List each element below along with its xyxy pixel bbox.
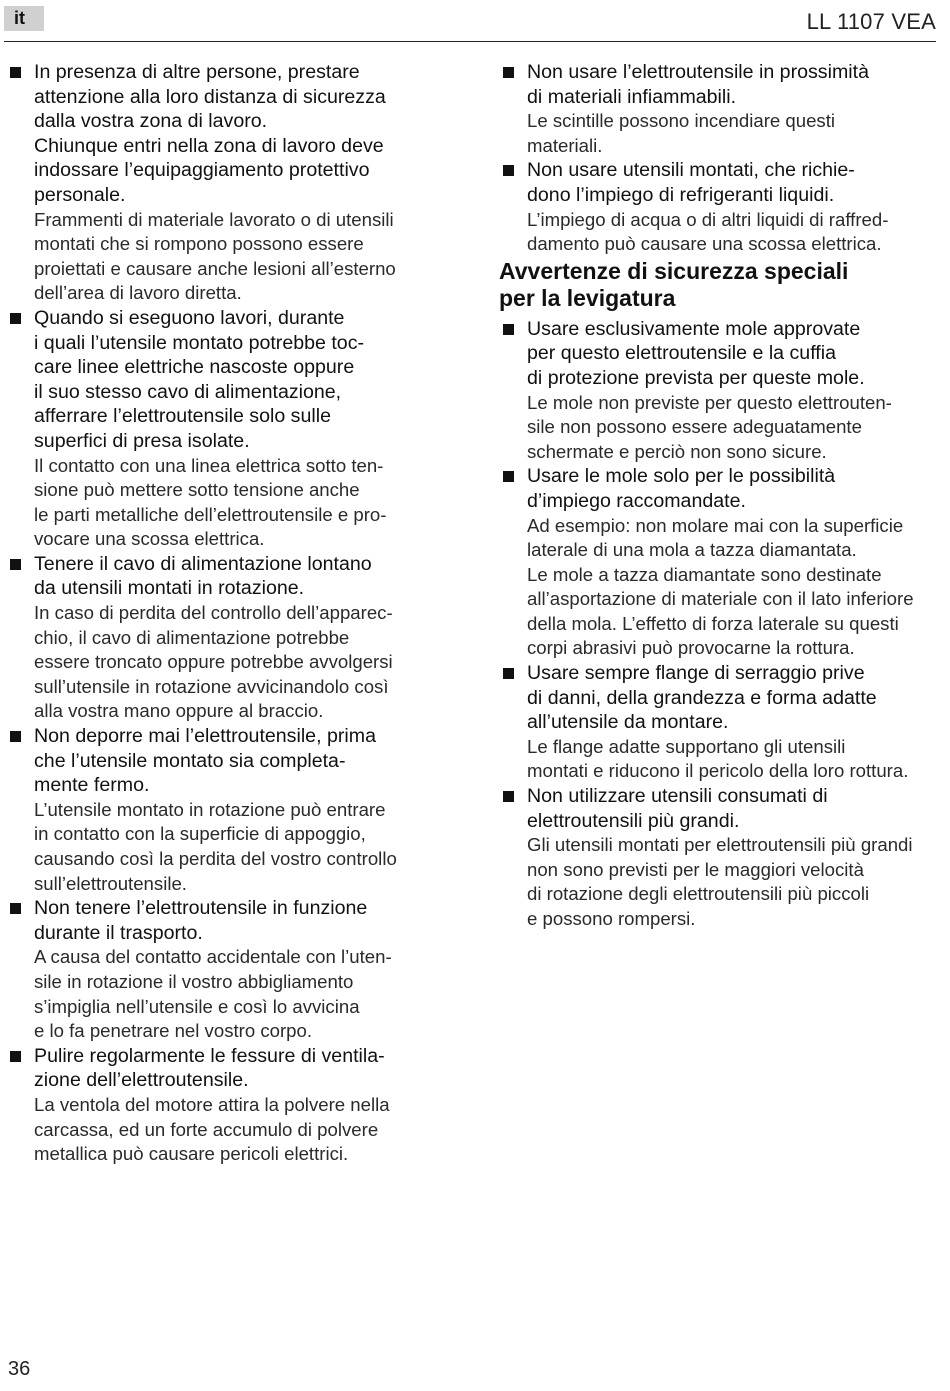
item-title: Usare esclusivamente mole approvate per questo elettroutensile e la cuffia di protezione prevista per queste mole. [527, 317, 865, 389]
item-body: La ventola del motore attira la polvere nella carcassa, ed un forte accumulo di polvere metallica può causare pericoli elettrici. [34, 1093, 390, 1165]
safety-item [499, 317, 939, 465]
item-title: Usare le mole solo per le possibilità d’impiego raccomandate. [527, 465, 836, 512]
safety-item [6, 552, 436, 724]
square-bullet-icon [10, 1051, 21, 1062]
square-bullet-icon [503, 668, 514, 679]
item-body: Le scintille possono incendiare questi materiali. [527, 110, 836, 156]
square-bullet-icon [10, 559, 21, 570]
item-body: Frammenti di materiale lavorato o di utensili montati che si rompono possono essere proiettati e causare anche lesioni all’esterno dell’area di lavoro diretta. [34, 208, 396, 304]
safety-item [6, 306, 436, 552]
item-body: Le mole non previste per questo elettrouten- sile non possono essere adeguatamente schermate e perciò non sono sicure. [527, 391, 892, 462]
square-bullet-icon [10, 903, 21, 914]
model-code: LL 1107 VEA [806, 9, 936, 34]
header-divider [4, 41, 936, 42]
item-body: Ad esempio: non molare mai con la superficie laterale di una mola a tazza diamantata. Le mole a tazza diamantate sono destinate all’asportazione di materiale con il lato inferiore della mola. L’effetto di forza laterale su questi corpi abrasivi può provocarne la rottura. [527, 514, 914, 659]
item-title: Usare sempre flange di serraggio prive di danni, della grandezza e forma adatte all’utensile da montare. [527, 662, 877, 734]
square-bullet-icon [503, 791, 514, 802]
item-body: A causa del contatto accidentale con l’uten- sile in rotazione il vostro abbigliamento s’impiglia nell’utensile e così lo avvicina e lo fa penetrare nel vostro corpo. [34, 946, 392, 1042]
safety-item [6, 60, 436, 306]
item-body: Il contatto con una linea elettrica sotto ten- sione può mettere sotto tensione anche le parti metalliche dell’elettroutensile e pro- vocare una scossa elettrica. [34, 454, 387, 550]
item-title: Non tenere l’elettroutensile in funzione durante il trasporto. [34, 897, 368, 944]
safety-item [6, 896, 436, 1044]
language-badge: it [4, 6, 44, 31]
square-bullet-icon [503, 324, 514, 335]
item-body: In caso di perdita del controllo dell’apparec- chio, il cavo di alimentazione potrebbe essere troncato oppure potrebbe avvolgersi sull’utensile in rotazione avvicinandolo così alla vostra mano oppure al braccio. [34, 602, 393, 722]
square-bullet-icon [503, 471, 514, 482]
safety-item [6, 1044, 436, 1167]
safety-item [499, 464, 939, 661]
left-column [6, 60, 436, 1167]
square-bullet-icon [10, 731, 21, 742]
page-number: 36 [8, 1358, 31, 1380]
item-title: Quando si eseguono lavori, durante i quali l’utensile montato potrebbe toc- care linee elettriche nascoste oppure il suo stesso cavo di alimentazione, afferrare l’elettroutensile solo sulle superfici di presa isolate. [34, 306, 365, 452]
right-column [499, 60, 939, 932]
safety-item [499, 661, 939, 784]
item-body: L’utensile montato in rotazione può entrare in contatto con la superficie di appoggio, causando così la perdita del vostro controllo sull’elettroutensile. [34, 798, 397, 894]
item-body: Le flange adatte supportano gli utensili montati e riducono il pericolo della loro rottura. [527, 735, 909, 782]
safety-item [499, 784, 939, 932]
item-title: Non usare utensili montati, che richie- dono l’impiego di refrigeranti liquidi. [527, 159, 855, 206]
item-title: Pulire regolarmente le fessure di ventila- zione dell’elettroutensile. [34, 1044, 385, 1092]
item-title: Tenere il cavo di alimentazione lontano da utensili montati in rotazione. [34, 552, 372, 600]
item-body: L’impiego di acqua o di altri liquidi di raffred- damento può causare una scossa elettrica. [527, 208, 889, 255]
item-title: Non deporre mai l’elettroutensile, prima che l’utensile montato sia completa- mente fermo. [34, 725, 376, 797]
item-title: In presenza di altre persone, prestare attenzione alla loro distanza di sicurezza dalla vostra zona di lavoro. Chiunque entri nella zona di lavoro deve indossare l’equipaggiamento protettivo personale. [34, 61, 386, 206]
safety-item [6, 724, 436, 896]
safety-item [499, 60, 939, 158]
square-bullet-icon [10, 67, 21, 78]
square-bullet-icon [503, 67, 514, 78]
item-body: Gli utensili montati per elettroutensili più grandi non sono previsti per le maggiori velocità di rotazione degli elettroutensili più piccoli e possono rompersi. [527, 834, 913, 929]
square-bullet-icon [10, 313, 21, 324]
item-title: Non usare l’elettroutensile in prossimità di materiali infiammabili. [527, 61, 869, 108]
item-title: Non utilizzare utensili consumati di elettroutensili più grandi. [527, 785, 828, 832]
safety-item [499, 158, 939, 256]
section-heading: Avvertenze di sicurezza speciali per la levigatura [499, 257, 849, 312]
square-bullet-icon [503, 165, 514, 176]
